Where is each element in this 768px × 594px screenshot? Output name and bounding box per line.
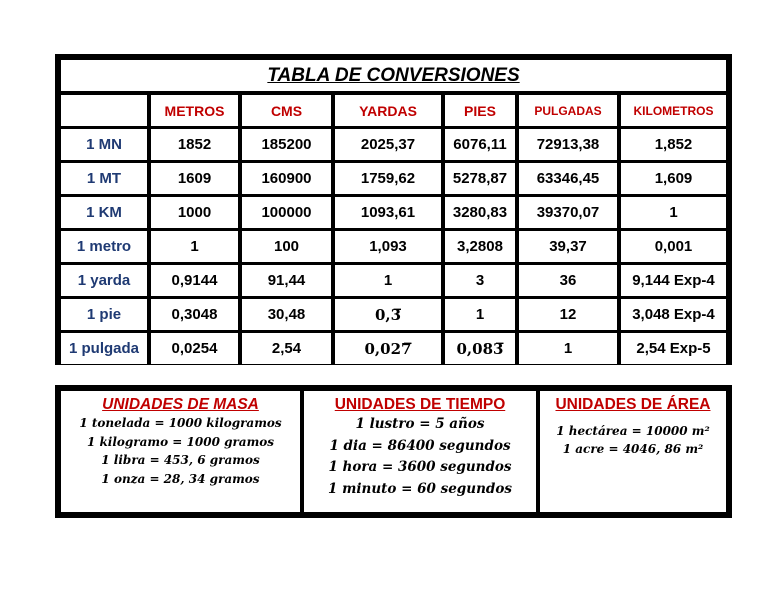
area-units-box <box>539 390 727 513</box>
table-cell: 1093,61 <box>334 196 442 229</box>
units-table <box>55 385 732 518</box>
table-cell: 39370,07 <box>518 196 618 229</box>
table-cell: 1,609 <box>620 162 727 195</box>
table-cell: 36 <box>518 264 618 297</box>
table-cell: 100 <box>241 230 332 263</box>
table-cell: 1 <box>518 332 618 365</box>
table-cell: 63346,45 <box>518 162 618 195</box>
table-cell: 1852 <box>150 128 239 161</box>
table-cell: 1609 <box>150 162 239 195</box>
row-label: 1 MT <box>60 162 148 195</box>
table-cell: 72913,38 <box>518 128 618 161</box>
row-label: 1 MN <box>60 128 148 161</box>
area-units-title: UNIDADES DE ÁREA <box>555 396 711 413</box>
conversion-table <box>55 54 732 365</box>
row-label: 1 metro <box>60 230 148 263</box>
mass-line: 1 tonelada = 1000 kilogramos <box>79 416 282 430</box>
table-cell: 0,027̅ <box>334 332 442 365</box>
table-cell: 1000 <box>150 196 239 229</box>
table-cell: 1 <box>620 196 727 229</box>
row-label: 1 pulgada <box>60 332 148 365</box>
corner-cell <box>60 94 148 127</box>
row-label: 1 KM <box>60 196 148 229</box>
column-header: KILOMETROS <box>620 94 727 127</box>
column-header: PIES <box>444 94 516 127</box>
table-cell: 1 <box>444 298 516 331</box>
column-header: PULGADAS <box>518 94 618 127</box>
mass-line: 1 libra = 453, 6 gramos <box>101 453 260 467</box>
mass-units-title: UNIDADES DE MASA <box>102 396 259 413</box>
table-cell: 30,48 <box>241 298 332 331</box>
table-cell: 3 <box>444 264 516 297</box>
area-line: 1 acre = 4046, 86 m² <box>562 442 704 456</box>
time-line: 1 minuto = 60 segundos <box>328 480 512 497</box>
row-label: 1 yarda <box>60 264 148 297</box>
table-title: TABLA DE CONVERSIONES <box>60 59 727 92</box>
column-header: YARDAS <box>334 94 442 127</box>
table-cell: 0,001 <box>620 230 727 263</box>
column-header: METROS <box>150 94 239 127</box>
time-line: 1 lustro = 5 años <box>355 416 485 432</box>
time-units-box <box>303 390 537 513</box>
table-cell: 3,2808 <box>444 230 516 263</box>
table-cell: 1 <box>334 264 442 297</box>
row-label: 1 pie <box>60 298 148 331</box>
time-units-title: UNIDADES DE TIEMPO <box>334 396 506 413</box>
table-cell: 0,3048 <box>150 298 239 331</box>
table-cell: 91,44 <box>241 264 332 297</box>
table-cell: 160900 <box>241 162 332 195</box>
table-cell: 0,083̅ <box>444 332 516 365</box>
table-cell: 1,093 <box>334 230 442 263</box>
table-cell: 3,048 Exp-4 <box>620 298 727 331</box>
table-cell: 100000 <box>241 196 332 229</box>
table-cell: 6076,11 <box>444 128 516 161</box>
table-cell: 2,54 Exp-5 <box>620 332 727 365</box>
table-cell: 9,144 Exp-4 <box>620 264 727 297</box>
table-cell: 1,852 <box>620 128 727 161</box>
table-cell: 5278,87 <box>444 162 516 195</box>
mass-line: 1 onza = 28, 34 gramos <box>101 471 260 486</box>
area-line: 1 hectárea = 10000 m² <box>556 424 710 438</box>
table-cell: 0,0254 <box>150 332 239 365</box>
table-cell: 2025,37 <box>334 128 442 161</box>
table-cell: 3280,83 <box>444 196 516 229</box>
table-cell: 2,54 <box>241 332 332 365</box>
table-cell: 1 <box>150 230 239 263</box>
table-cell: 185200 <box>241 128 332 161</box>
mass-line: 1 kilogramo = 1000 gramos <box>86 434 275 449</box>
table-cell: 1759,62 <box>334 162 442 195</box>
table-cell: 0,9144 <box>150 264 239 297</box>
column-header: CMS <box>241 94 332 127</box>
mass-units-box <box>60 390 301 513</box>
time-line: 1 dia = 86400 segundos <box>329 437 511 454</box>
time-line: 1 hora = 3600 segundos <box>328 459 512 475</box>
table-cell: 12 <box>518 298 618 331</box>
table-cell: 39,37 <box>518 230 618 263</box>
table-cell: 0,3̅ <box>334 298 442 331</box>
